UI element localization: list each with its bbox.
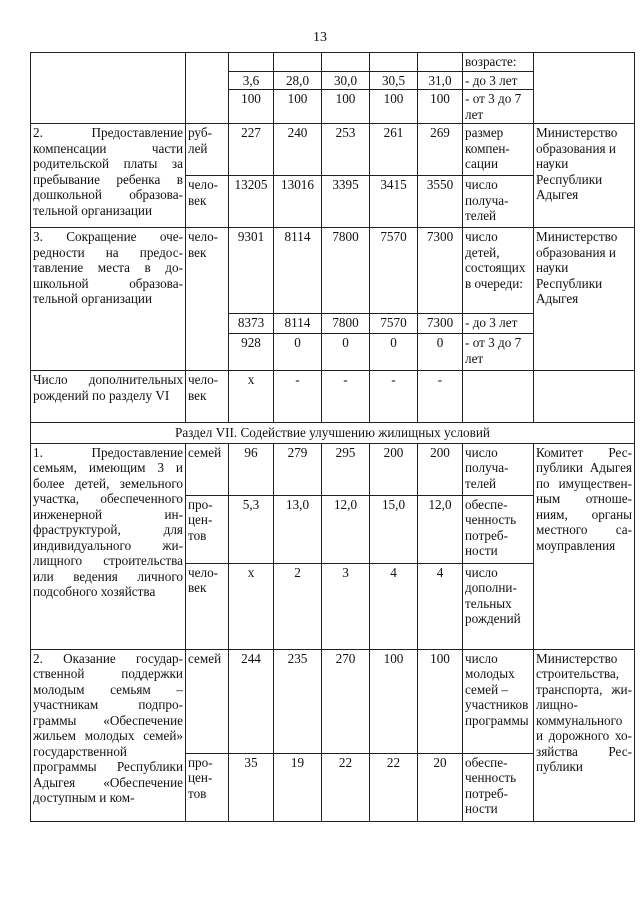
indicator-cell: число молодых семей – участников программы xyxy=(463,649,534,753)
value-cell: 13016 xyxy=(274,176,322,228)
value-cell: 9301 xyxy=(229,228,274,314)
section-heading: Раздел VII. Содействие улучшению жилищных условий xyxy=(31,423,635,444)
value-cell: 928 xyxy=(229,334,274,371)
value-cell: 0 xyxy=(418,334,463,371)
value-cell: - xyxy=(322,371,370,423)
value-cell: 12,0 xyxy=(322,495,370,563)
value-cell: 0 xyxy=(370,334,418,371)
name-cell: 2. Оказание государственной поддержки молодым семьям – участникам подпрограммы «Обеспечение жильем молодых семей» государственной программы Республики Адыгея «Обеспечение доступным и ком- xyxy=(31,649,186,821)
value-cell: 7570 xyxy=(370,314,418,334)
value-cell: 100 xyxy=(418,90,463,124)
value-cell: 22 xyxy=(322,753,370,821)
value-cell: 5,3 xyxy=(229,495,274,563)
value-cell: 100 xyxy=(418,649,463,753)
value-cell: 100 xyxy=(322,90,370,124)
value-cell: 295 xyxy=(322,443,370,495)
table-row xyxy=(31,371,635,423)
indicator-cell: - до 3 лет xyxy=(463,314,534,334)
value-cell: 13205 xyxy=(229,176,274,228)
value-cell: 30,5 xyxy=(370,71,418,90)
indicator-cell: - от 3 до 7 лет xyxy=(463,90,534,124)
value-cell: - xyxy=(274,371,322,423)
name-cell xyxy=(31,53,186,124)
unit-cell: рублей xyxy=(186,124,229,176)
value-cell: 227 xyxy=(229,124,274,176)
responsible-cell: Комитет Республики Адыгея по имущественным отношениям, органы местного самоуправления xyxy=(534,443,635,649)
value-cell: 200 xyxy=(418,443,463,495)
value-cell: 3 xyxy=(322,563,370,649)
unit-cell: семей xyxy=(186,649,229,753)
value-cell: 4 xyxy=(370,563,418,649)
value-cell: 3415 xyxy=(370,176,418,228)
value-cell: 200 xyxy=(370,443,418,495)
value-cell: х xyxy=(229,563,274,649)
name-cell: 3. Сокращение очередности на предоставление места в дошкольной образовательной организации xyxy=(31,228,186,371)
value-cell: 3550 xyxy=(418,176,463,228)
value-cell: 100 xyxy=(370,649,418,753)
value-cell: 7800 xyxy=(322,314,370,334)
value-cell: 270 xyxy=(322,649,370,753)
value-cell: 240 xyxy=(274,124,322,176)
value-cell: 3,6 xyxy=(229,71,274,90)
value-cell: 30,0 xyxy=(322,71,370,90)
value-cell: 244 xyxy=(229,649,274,753)
unit-cell: человек xyxy=(186,176,229,228)
value-cell: 100 xyxy=(370,90,418,124)
unit-cell: процентов xyxy=(186,495,229,563)
value-cell: 0 xyxy=(322,334,370,371)
responsible-cell: Министерство строительства, транспорта, жилищно-коммунального и дорожного хозяйства Республики xyxy=(534,649,635,821)
value-cell: 253 xyxy=(322,124,370,176)
value-cell: 15,0 xyxy=(370,495,418,563)
value-cell: 100 xyxy=(229,90,274,124)
value-cell: 28,0 xyxy=(274,71,322,90)
responsible-cell: Министерство образования и науки Республики Адыгея xyxy=(534,124,635,228)
table-row xyxy=(31,228,635,314)
indicator-cell: размер компенсации xyxy=(463,124,534,176)
table-row xyxy=(31,53,635,72)
value-cell: 100 xyxy=(274,90,322,124)
indicator-cell: обеспеченность потребности xyxy=(463,753,534,821)
indicator-cell: число дополнительных рождений xyxy=(463,563,534,649)
value-cell: - xyxy=(370,371,418,423)
section-row xyxy=(31,423,635,444)
value-cell: 7300 xyxy=(418,228,463,314)
value-cell: х xyxy=(229,371,274,423)
indicator-cell: - до 3 лет xyxy=(463,71,534,90)
value-cell: 22 xyxy=(370,753,418,821)
value-cell: 20 xyxy=(418,753,463,821)
responsible-cell xyxy=(534,53,635,124)
value-cell: 261 xyxy=(370,124,418,176)
indicator-cell: возрасте: xyxy=(463,53,534,72)
value-cell: 8114 xyxy=(274,314,322,334)
value-cell: 2 xyxy=(274,563,322,649)
unit-cell: человек xyxy=(186,563,229,649)
unit-cell: человек xyxy=(186,228,229,371)
indicator-cell: число получателей xyxy=(463,443,534,495)
unit-cell: человек xyxy=(186,371,229,423)
name-cell: 1. Предоставление семьям, имеющим 3 и более детей, земельного участка, обеспеченного инженерной инфраструктурой, для индивидуального жилищного строительства или ведения личного подсобного хозяйства xyxy=(31,443,186,649)
indicator-cell: число получателей xyxy=(463,176,534,228)
value-cell: 7300 xyxy=(418,314,463,334)
unit-cell xyxy=(186,53,229,124)
table-row xyxy=(31,124,635,176)
value-cell: 12,0 xyxy=(418,495,463,563)
value-cell: 279 xyxy=(274,443,322,495)
value-cell: 19 xyxy=(274,753,322,821)
value-cell: 8373 xyxy=(229,314,274,334)
responsible-cell: Министерство образования и науки Республики Адыгея xyxy=(534,228,635,371)
value-cell: 8114 xyxy=(274,228,322,314)
value-cell: 7800 xyxy=(322,228,370,314)
value-cell: 31,0 xyxy=(418,71,463,90)
value-cell: - xyxy=(418,371,463,423)
value-cell: 0 xyxy=(274,334,322,371)
value-cell: 13,0 xyxy=(274,495,322,563)
indicator-cell: - от 3 до 7 лет xyxy=(463,334,534,371)
value-cell: 96 xyxy=(229,443,274,495)
name-cell: Число дополнительных рождений по разделу VI xyxy=(31,371,186,423)
value-cell: 4 xyxy=(418,563,463,649)
page-number: 13 xyxy=(313,30,327,45)
value-cell: 7570 xyxy=(370,228,418,314)
indicator-cell: обеспеченность потребности xyxy=(463,495,534,563)
indicators-table xyxy=(30,52,635,822)
unit-cell: процентов xyxy=(186,753,229,821)
indicator-cell: число детей, состоящих в очереди: xyxy=(463,228,534,314)
table-row xyxy=(31,649,635,753)
value-cell: 235 xyxy=(274,649,322,753)
unit-cell: семей xyxy=(186,443,229,495)
value-cell: 269 xyxy=(418,124,463,176)
value-cell: 35 xyxy=(229,753,274,821)
value-cell: 3395 xyxy=(322,176,370,228)
table-row xyxy=(31,443,635,495)
name-cell: 2. Предоставление компенсации части родительской платы за пребывание ребенка в дошкольной образовательной организации xyxy=(31,124,186,228)
